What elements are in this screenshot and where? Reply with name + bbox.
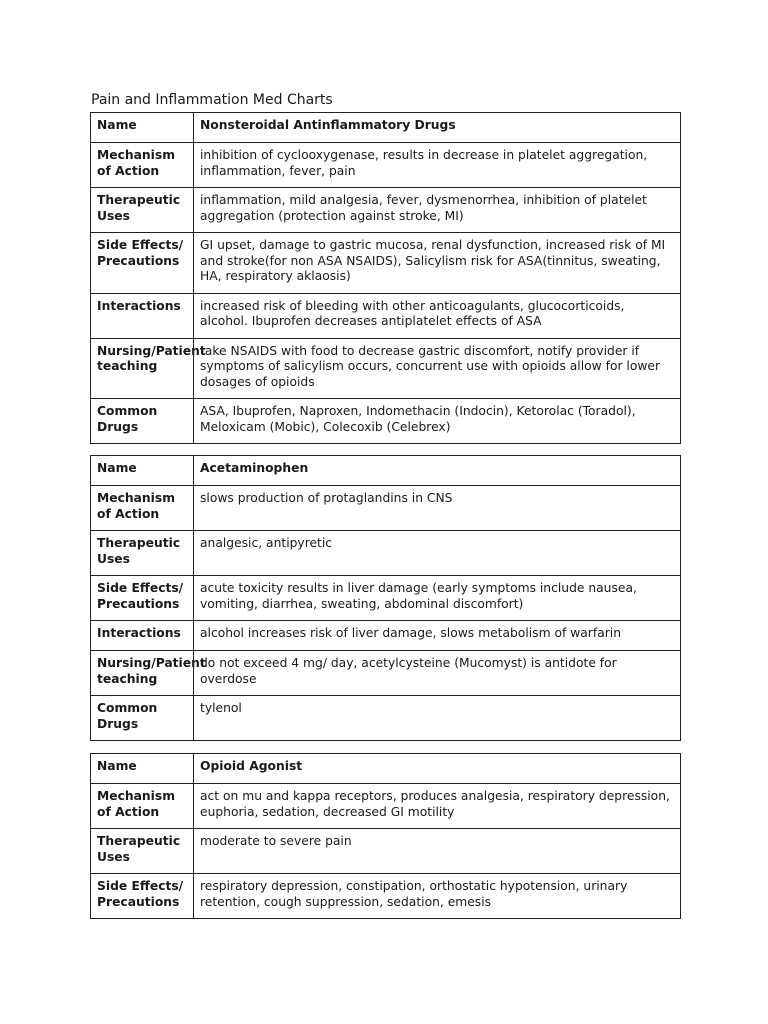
row-label: Side Effects/ Precautions <box>91 874 194 919</box>
row-value: increased risk of bleeding with other anticoagulants, glucocorticoids, alcohol. Ibuprofen decreases antiplatelet effects of ASA <box>194 293 681 338</box>
table-row-therapeutic-uses <box>91 829 681 874</box>
table-row-interactions <box>91 293 681 338</box>
table-row-mechanism <box>91 784 681 829</box>
table-row-side-effects <box>91 874 681 919</box>
row-label: Nursing/Patient teaching <box>91 338 194 399</box>
row-value: respiratory depression, constipation, orthostatic hypotension, urinary retention, cough suppression, sedation, emesis <box>194 874 681 919</box>
table-row-mechanism <box>91 486 681 531</box>
row-value: inhibition of cyclooxygenase, results in decrease in platelet aggregation, inflammation, fever, pain <box>194 143 681 188</box>
row-label: Mechanism of Action <box>91 143 194 188</box>
drug-table-nsaid <box>90 112 681 444</box>
row-value: GI upset, damage to gastric mucosa, renal dysfunction, increased risk of MI and stroke(for non ASA NSAIDS), Salicylism risk for ASA(tinnitus, sweating, HA, respiratory aklaosis) <box>194 233 681 294</box>
table-row-nursing-teaching <box>91 651 681 696</box>
row-label: Name <box>91 754 194 784</box>
drug-table-opioid-agonist <box>90 753 681 919</box>
row-label: Therapeutic Uses <box>91 188 194 233</box>
row-value: acute toxicity results in liver damage (early symptoms include nausea, vomiting, diarrhea, sweating, abdominal discomfort) <box>194 576 681 621</box>
table-row-side-effects <box>91 576 681 621</box>
row-label: Interactions <box>91 621 194 651</box>
drug-class-name: Nonsteroidal Antinflammatory Drugs <box>194 113 681 143</box>
row-label: Common Drugs <box>91 696 194 741</box>
row-label: Name <box>91 456 194 486</box>
row-value: ASA, Ibuprofen, Naproxen, Indomethacin (Indocin), Ketorolac (Toradol), Meloxicam (Mobic), Colecoxib (Celebrex) <box>194 399 681 444</box>
table-row-therapeutic-uses <box>91 531 681 576</box>
row-label: Mechanism of Action <box>91 486 194 531</box>
row-value: tylenol <box>194 696 681 741</box>
row-label: Mechanism of Action <box>91 784 194 829</box>
row-label: Side Effects/ Precautions <box>91 576 194 621</box>
row-label: Common Drugs <box>91 399 194 444</box>
table-row-common-drugs <box>91 696 681 741</box>
row-label: Interactions <box>91 293 194 338</box>
row-value: slows production of protaglandins in CNS <box>194 486 681 531</box>
row-value: moderate to severe pain <box>194 829 681 874</box>
table-row-name <box>91 754 681 784</box>
drug-class-name: Opioid Agonist <box>194 754 681 784</box>
table-row-therapeutic-uses <box>91 188 681 233</box>
row-value: do not exceed 4 mg/ day, acetylcysteine (Mucomyst) is antidote for overdose <box>194 651 681 696</box>
table-row-name <box>91 113 681 143</box>
row-label: Side Effects/ Precautions <box>91 233 194 294</box>
table-row-mechanism <box>91 143 681 188</box>
page-title: Pain and Inflammation Med Charts <box>91 92 333 108</box>
drug-class-name: Acetaminophen <box>194 456 681 486</box>
row-value: analgesic, antipyretic <box>194 531 681 576</box>
table-row-nursing-teaching <box>91 338 681 399</box>
table-row-side-effects <box>91 233 681 294</box>
table-row-name <box>91 456 681 486</box>
row-label: Name <box>91 113 194 143</box>
drug-table-acetaminophen <box>90 455 681 741</box>
row-label: Therapeutic Uses <box>91 531 194 576</box>
row-value: act on mu and kappa receptors, produces analgesia, respiratory depression, euphoria, sedation, decreased GI motility <box>194 784 681 829</box>
row-value: take NSAIDS with food to decrease gastric discomfort, notify provider if symptoms of salicylism occurs, concurrent use with opioids allow for lower dosages of opioids <box>194 338 681 399</box>
row-value: alcohol increases risk of liver damage, slows metabolism of warfarin <box>194 621 681 651</box>
row-label: Nursing/Patient teaching <box>91 651 194 696</box>
row-label: Therapeutic Uses <box>91 829 194 874</box>
row-value: inflammation, mild analgesia, fever, dysmenorrhea, inhibition of platelet aggregation (protection against stroke, MI) <box>194 188 681 233</box>
table-row-interactions <box>91 621 681 651</box>
table-row-common-drugs <box>91 399 681 444</box>
